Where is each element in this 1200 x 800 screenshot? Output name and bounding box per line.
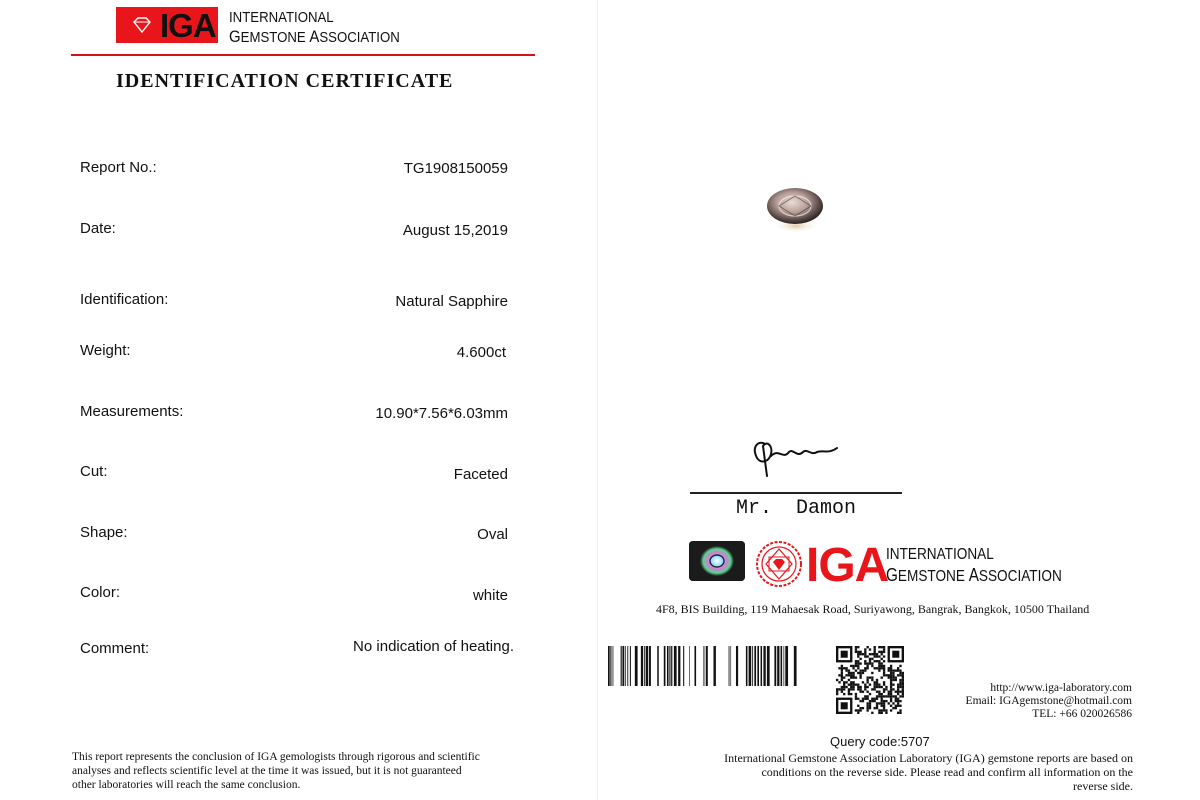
signature-line [690, 492, 902, 494]
footer-logo-text: INTERNATIONAL GEMSTONE ASSOCIATION [886, 546, 1062, 585]
field-label-date: Date: [80, 220, 116, 237]
field-value-date: August 15,2019 [402, 222, 508, 239]
page-fold [597, 0, 598, 800]
field-value-comment: No indication of heating. [353, 638, 514, 655]
field-label-color: Color: [80, 584, 121, 601]
footer-logo-mark: IGA [806, 539, 889, 592]
query-code: Query code:5707 [830, 734, 930, 749]
barcode [608, 646, 798, 686]
signature [745, 432, 845, 482]
header-logo-line1: INTERNATIONAL [229, 9, 334, 26]
field-value-cut: Faceted [453, 466, 508, 483]
header-logo-text: INTERNATIONAL GEMSTONE ASSOCIATION [229, 9, 400, 46]
field-value-measurements: 10.90*7.56*6.03mm [375, 405, 508, 422]
field-value-shape: Oval [477, 526, 508, 543]
signatory-name: Mr. Damon [736, 497, 857, 520]
footer-note: International Gemstone Association Laboratory (IGA) gemstone reports are based on conditions on the reverse side. Please read and confirm all information on the reverse side. [724, 751, 1133, 793]
contact-email: Email: IGAgemstone@hotmail.com [965, 695, 1132, 707]
header-logo-mark: IGA [160, 7, 216, 44]
field-value-report-no: TG1908150059 [403, 160, 508, 177]
field-label-shape: Shape: [80, 524, 128, 541]
diamond-icon [131, 17, 153, 33]
field-label-cut: Cut: [80, 463, 108, 480]
contact-info [900, 682, 1132, 721]
disclaimer: This report represents the conclusion of IGA gemologists through rigorous and scientific analyses and reflects scientific level at the time it was issued, but it is not guaranteed other laboratories will reach the same conclusion. [72, 751, 480, 791]
contact-tel: TEL: +66 020026586 [1032, 708, 1132, 720]
contact-website: http://www.iga-laboratory.com [990, 682, 1132, 694]
certificate-title: IDENTIFICATION CERTIFICATE [116, 70, 454, 92]
field-label-measurements: Measurements: [80, 403, 184, 420]
field-value-color: white [472, 587, 508, 604]
lab-address: 4F8, BIS Building, 119 Mahaesak Road, Suriyawong, Bangrak, Bangkok, 10500 Thailand [656, 602, 1090, 616]
field-value-identification: Natural Sapphire [395, 293, 508, 310]
gemstone-photo [765, 186, 827, 234]
hologram-sticker-icon [689, 541, 745, 581]
field-label-weight: Weight: [80, 342, 131, 359]
field-label-comment: Comment: [80, 640, 150, 657]
field-label-report-no: Report No.: [80, 159, 157, 176]
header-divider [71, 54, 535, 56]
iga-seal-icon [755, 540, 803, 588]
field-label-identification: Identification: [80, 291, 169, 308]
field-value-weight: 4.600ct [456, 344, 506, 361]
qr-code [836, 646, 904, 714]
